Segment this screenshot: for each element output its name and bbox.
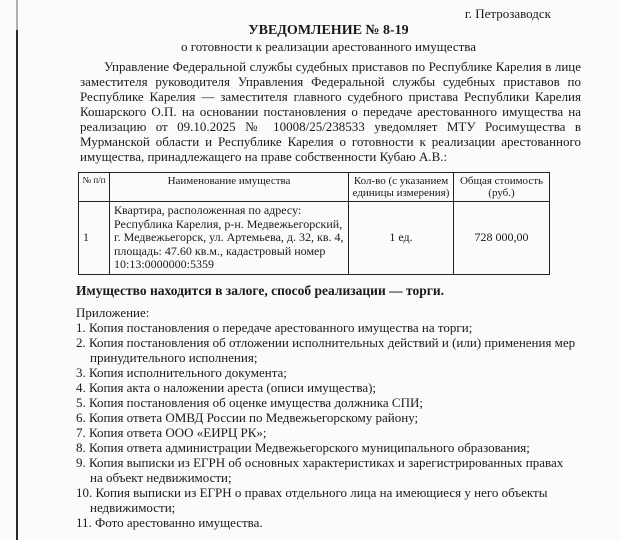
cell-cost: 728 000,00: [454, 202, 550, 275]
item-continuation: на объект недвижимости;: [90, 469, 232, 485]
item-text: Копия ответа администрации Медвежьегорского муниципального образования;: [89, 439, 530, 455]
assets-table: [78, 172, 550, 275]
item-number: 4.: [76, 379, 86, 395]
list-item: [76, 455, 581, 485]
item-number: 11.: [76, 514, 92, 530]
list-item: [76, 335, 581, 365]
item-number: 5.: [76, 394, 86, 410]
city-label: г. Петрозаводск: [464, 6, 551, 21]
item-number: 2.: [76, 334, 86, 350]
list-item: [76, 380, 581, 395]
header-name: Наименование имущества: [110, 173, 349, 202]
item-number: 6.: [76, 409, 86, 425]
appendix-list: [76, 320, 581, 530]
item-text: Копия ответа ОМВД России по Медвежьегорскому району;: [89, 409, 419, 425]
list-item: [76, 395, 581, 410]
item-text: Копия выписки из ЕГРН о правах отдельного лица на имеющиеся у него объекты: [95, 484, 548, 500]
item-text: Копия исполнительного документа;: [89, 364, 287, 380]
table-row: [79, 202, 550, 275]
cell-name: Квартира, расположенная по адресу: Республика Карелия, р-н. Медвежьегорский, г. Медвежьегорск, ул. Артемьева, д. 32, кв. 4, площадь: 47.60 кв.м., кадастровый номер 10:13:0000000:5359: [110, 202, 349, 275]
list-item: [76, 515, 581, 530]
cell-qty: 1 ед.: [349, 202, 454, 275]
cell-num: 1: [79, 202, 110, 275]
item-continuation: принудительного исполнения;: [90, 349, 258, 365]
header-cost: Общая стоимость (руб.): [454, 173, 550, 202]
item-text: Копия акта о наложении ареста (описи имущества);: [89, 379, 377, 395]
document-title: УВЕДОМЛЕНИЕ № 8-19: [248, 23, 409, 38]
item-text: Копия выписки из ЕГРН об основных характеристиках и зарегистрированных правах: [89, 454, 564, 470]
list-item: [76, 425, 581, 440]
item-number: 8.: [76, 439, 86, 455]
intro-text: Управление Федеральной службы судебных приставов по Республике Карелия в лице заместителя руководителя Управления Федеральной службы судебных приставов по Республике Карелия — заместителя главного судебного пристава Республики Карелия Кошарского О.П. на основании постановления о передаче арестованного имущества на реализацию от 09.10.2025 № 10008/25/238533 уведомляет МТУ Росимущества в Мурманской области и Республике Карелия о готовности к реализации арестованного имущества, принадлежащего на праве собственности Кубаю А.В.:: [80, 59, 581, 164]
item-text: Копия ответа ООО «ЕИРЦ РК»;: [89, 424, 267, 440]
header-qty: Кол-во (с указанием единицы измерения): [349, 173, 454, 202]
item-number: 7.: [76, 424, 86, 440]
intro-paragraph: [80, 59, 581, 164]
list-item: [76, 410, 581, 425]
list-item: [76, 365, 581, 380]
list-item: [76, 320, 581, 335]
header-num: № п/п: [79, 173, 110, 202]
pledge-note: Имущество находится в залоге, способ реализации — торги.: [76, 282, 444, 298]
list-item: [76, 485, 581, 515]
appendix-title: Приложение:: [76, 304, 150, 320]
item-continuation: недвижимости;: [90, 499, 176, 515]
item-text: Фото арестованно имущества.: [95, 514, 263, 530]
item-text: Копия постановления о передаче арестованного имущества на торги;: [89, 319, 473, 335]
item-number: 10.: [76, 484, 93, 500]
item-number: 3.: [76, 364, 86, 380]
item-text: Копия постановления об отложении исполнительных действий и (или) применения мер: [89, 334, 576, 350]
table-header-row: [79, 173, 550, 202]
item-number: 1.: [76, 319, 86, 335]
document-subtitle: о готовности к реализации арестованного имущества: [180, 39, 477, 54]
list-item: [76, 440, 581, 455]
item-number: 9.: [76, 454, 86, 470]
item-text: Копия постановления об оценке имущества должника СПИ;: [89, 394, 423, 410]
